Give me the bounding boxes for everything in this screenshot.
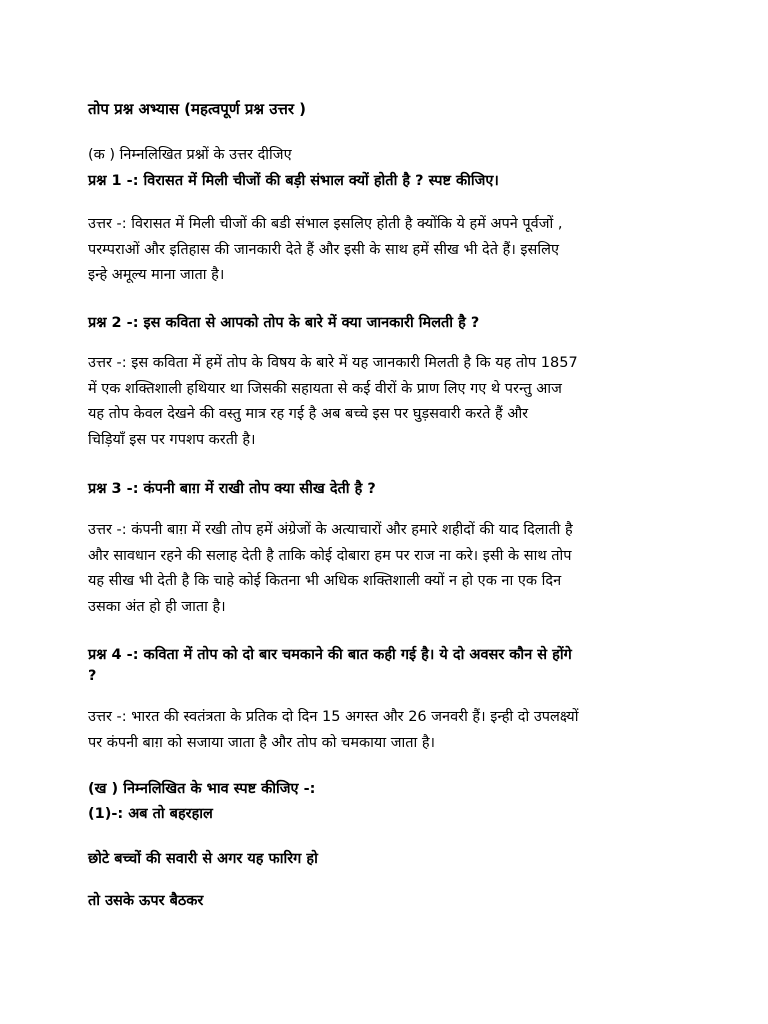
- answer-3-line: यह सीख भी देती है कि चाहे कोई कितना भी अधिक शक्तिशाली क्यों न हो एक ना एक दिन: [88, 573, 562, 589]
- verse-line: छोटे बच्चों की सवारी से अगर यह फारिग हो: [88, 851, 318, 867]
- answer-1-line: इन्हे अमूल्य माना जाता है।: [88, 267, 225, 283]
- answer-1-line: उत्तर -: विरासत में मिली चीजों की बडी संभाल इसलिए होती है क्योंकि ये हमें अपने पूर्वजों ,: [88, 216, 563, 232]
- answer-4: [88, 705, 668, 756]
- page-title: तोप प्रश्न अभ्यास (महत्वपूर्ण प्रश्न उत्तर ): [88, 100, 307, 118]
- answer-4-line: पर कंपनी बाग़ को सजाया जाता है और तोप को चमकाया जाता है।: [88, 734, 436, 751]
- question-3: प्रश्न 3 -: कंपनी बाग़ में राखी तोप क्या सीख देती है ?: [88, 481, 376, 497]
- answer-2-line: यह तोप केवल देखने की वस्तु मात्र रह गई है अब बच्चे इस पर घुड़सवारी करते हैं और: [88, 406, 529, 422]
- answer-4-line: उत्तर -: भारत की स्वतंत्रता के प्रतिक दो दिन 15 अगस्त और 26 जनवरी हैं। इन्ही दो उपलक्ष्यों: [88, 709, 579, 725]
- answer-3-line: उत्तर -: कंपनी बाग़ में रखी तोप हमें अंग्रेजों के अत्याचारों और हमारे शहीदों की याद दिलाती है: [88, 522, 573, 538]
- answer-2-line: में एक शक्तिशाली हथियार था जिसकी सहायता से कई वीरों के प्राण लिए गए थे परन्तु आज: [88, 380, 562, 397]
- answer-3: [88, 518, 668, 620]
- question-4: प्रश्न 4 -: कविता में तोप को दो बार चमकाने की बात कही गई है। ये दो अवसर कौन से होंगे: [88, 647, 572, 663]
- item-1-heading: (1)-: अब तो बहरहाल: [88, 806, 213, 822]
- answer-3-line: और सावधान रहने की सलाह देती है ताकि कोई दोबारा हम पर राज ना करे। इसी के साथ तोप: [88, 547, 572, 564]
- answer-1-line: परम्पराओं और इतिहास की जानकारी देते हैं और इसी के साथ हमें सीख भी देते हैं। इसलिए: [88, 241, 559, 258]
- section-b-heading: (ख ) निम्नलिखित के भाव स्पष्ट कीजिए -:: [88, 781, 316, 797]
- question-4-continuation: ?: [88, 668, 97, 684]
- answer-2-line: चिड़ियाँ इस पर गपशप करती है।: [88, 431, 256, 448]
- question-1: प्रश्न 1 -: विरासत में मिली चीजों की बड़ी संभाल क्यों होती है ? स्पष्ट कीजिए।: [88, 173, 499, 189]
- answer-1: [88, 212, 668, 289]
- answer-2: [88, 351, 668, 453]
- answer-3-line: उसका अंत हो ही जाता है।: [88, 598, 226, 615]
- question-2: प्रश्न 2 -: इस कविता से आपको तोप के बारे में क्या जानकारी मिलती है ?: [88, 315, 480, 331]
- section-a-heading: (क ) निम्नलिखित प्रश्नों के उत्तर दीजिए: [88, 147, 292, 163]
- verse-line: तो उसके ऊपर बैठकर: [88, 893, 204, 909]
- answer-2-line: उत्तर -: इस कविता में हमें तोप के विषय के बारे में यह जानकारी मिलती है कि यह तोप 1857: [88, 355, 578, 371]
